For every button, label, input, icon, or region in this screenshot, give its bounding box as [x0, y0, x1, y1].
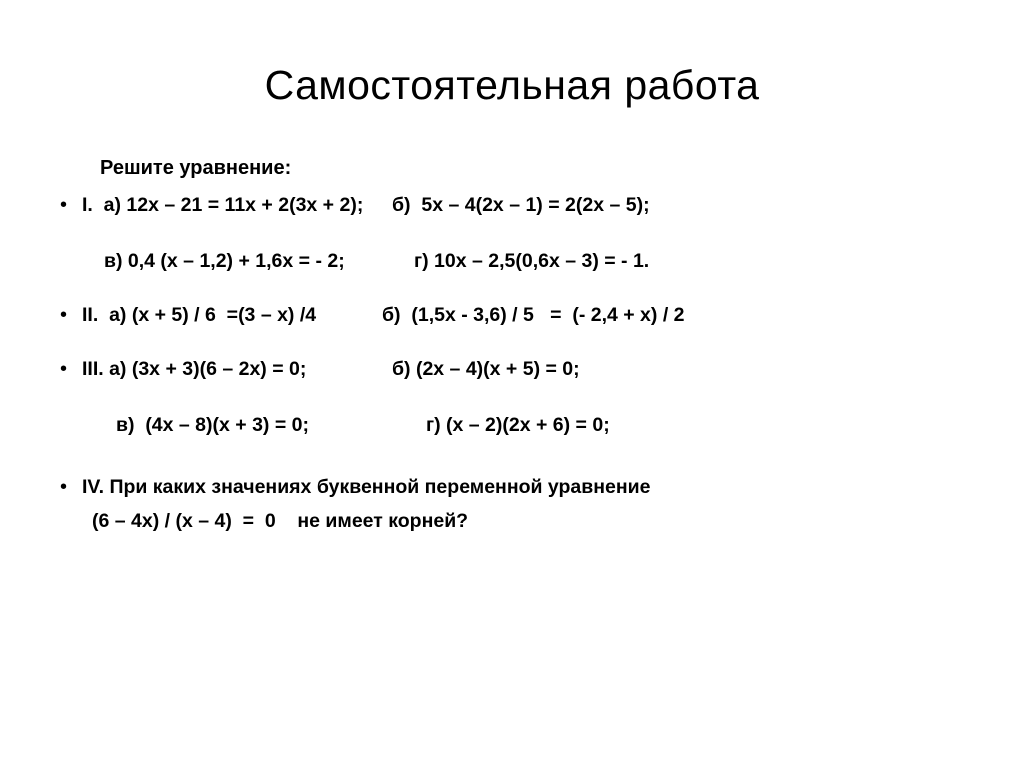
equation-row — [82, 352, 984, 386]
equation-right: б) (1,5х - 3,6) / 5 = (- 2,4 + х) / 2 — [382, 304, 685, 326]
group-spacer — [56, 280, 984, 298]
bullet-icon: • — [60, 304, 68, 326]
question-line: IV. При каких значениях буквенной переменной уравнение — [82, 476, 651, 498]
group-spacer — [56, 334, 984, 352]
equation-right: б) (2х – 4)(х + 5) = 0; — [392, 358, 580, 380]
equation-left: III. а) (3х + 3)(6 – 2х) = 0; — [82, 358, 307, 380]
row-spacer — [82, 222, 984, 244]
equation-left: I. а) 12х – 21 = 11х + 2(3х + 2); — [82, 194, 364, 216]
question-line: (6 – 4х) / (х – 4) = 0 не имеет корней? — [92, 510, 469, 532]
list-item — [56, 188, 984, 278]
page-title: Самостоятельная работа — [264, 62, 760, 108]
equation-row — [82, 244, 984, 278]
equation-right: г) 10х – 2,5(0,6х – 3) = - 1. — [414, 250, 650, 272]
equation-left: в) (4х – 8)(х + 3) = 0; — [116, 414, 309, 436]
row-spacer — [82, 386, 984, 408]
list-item — [56, 470, 984, 538]
equation-row — [82, 298, 984, 332]
equation-right: г) (х – 2)(2х + 6) = 0; — [426, 414, 610, 436]
bullet-icon: • — [60, 476, 68, 498]
list-item-body — [82, 470, 984, 538]
equation-row — [82, 188, 984, 222]
list-item-body — [82, 298, 984, 332]
intro-text: Решите уравнение: — [100, 157, 292, 179]
equation-left: в) 0,4 (х – 1,2) + 1,6х = - 2; — [104, 250, 345, 272]
list-item-body — [82, 352, 984, 442]
group-spacer — [56, 444, 984, 462]
list-item — [56, 352, 984, 442]
bullet-icon: • — [60, 194, 68, 216]
bullet-icon: • — [60, 358, 68, 380]
equation-left: II. а) (х + 5) / 6 =(3 – х) /4 — [82, 304, 317, 326]
group-spacer — [56, 462, 984, 470]
equation-row — [82, 408, 984, 442]
slide-body — [0, 157, 1024, 538]
list-item-body — [82, 188, 984, 278]
equation-right: б) 5х – 4(2х – 1) = 2(2х – 5); — [392, 194, 650, 216]
list-item — [56, 298, 984, 332]
